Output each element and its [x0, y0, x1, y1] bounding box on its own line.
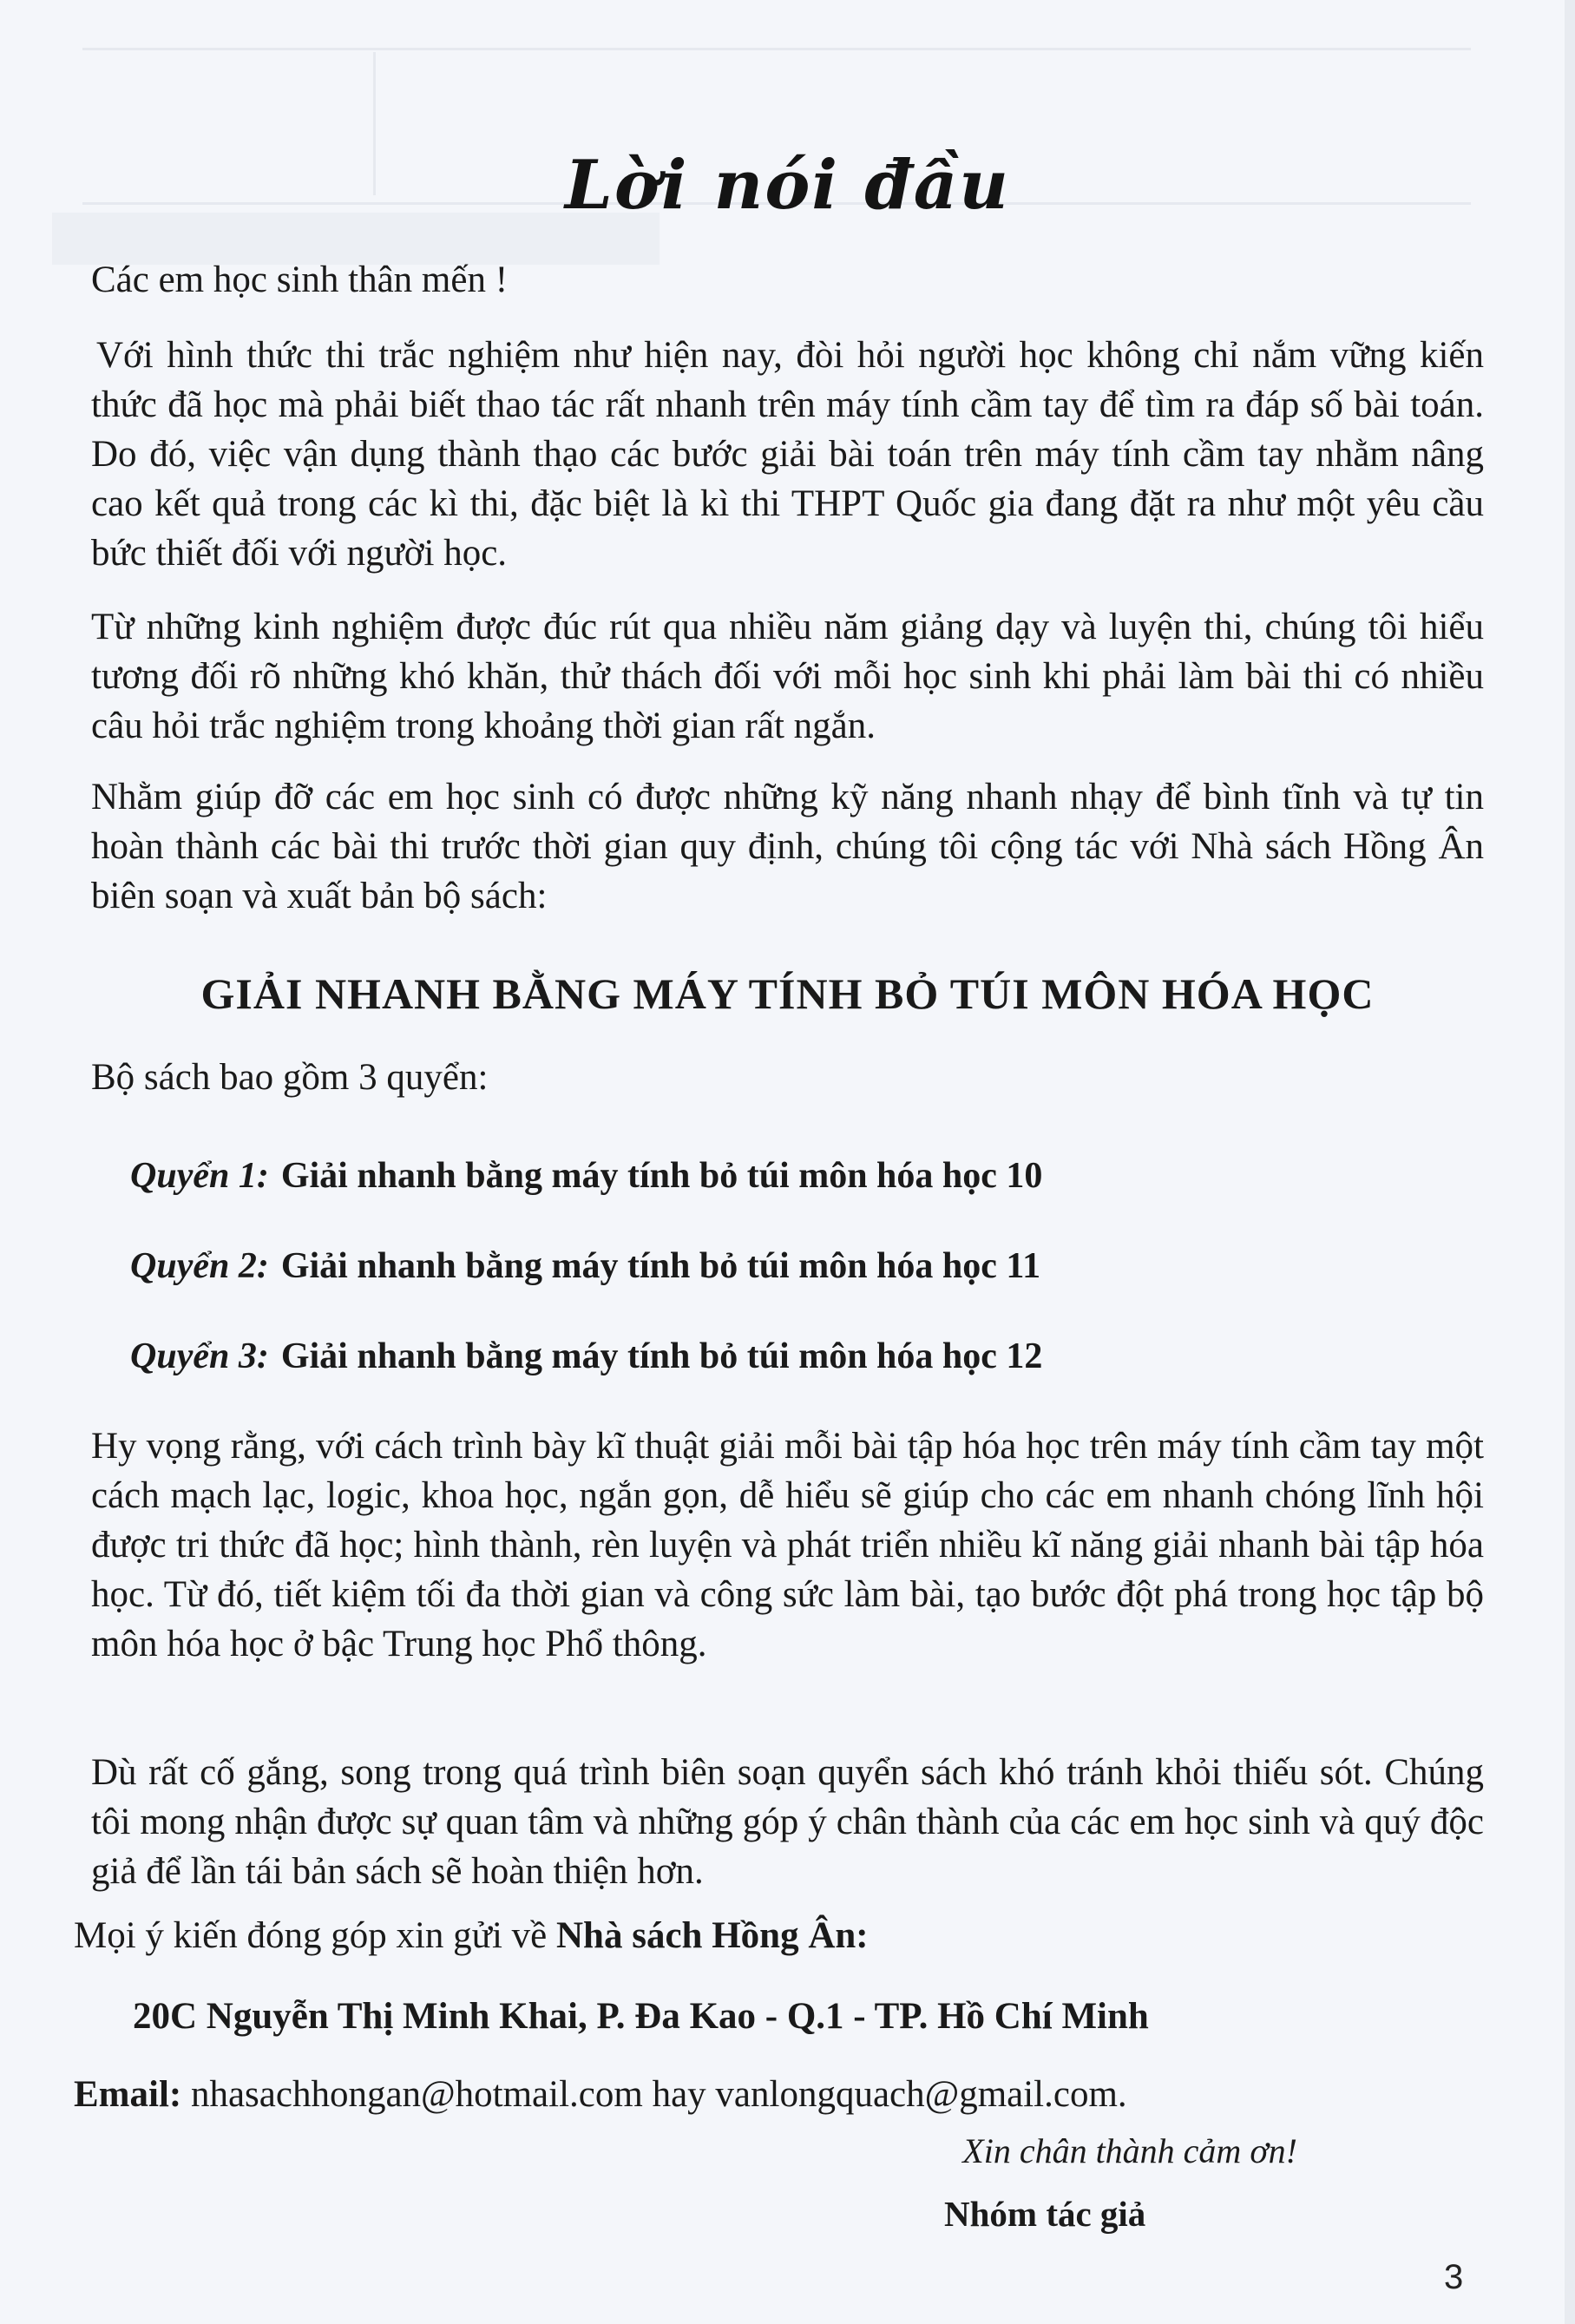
email-secondary: vanlongquach@gmail.com.: [715, 2074, 1127, 2115]
paragraph-exam-format: Với hình thức thi trắc nghiệm như hiện nay, đòi hỏi người học không chỉ nắm vững kiến thức đã học mà phải biết thao tác rất nhanh trên máy tính cầm tay để tìm ra đáp số bài toán. Do đó, việc vận dụng thành thạo các bước giải bài toán trên máy tính cầm tay nhằm nâng cao kết quả trong các kì thi, đặc biệt là kì thi THPT Quốc gia đang đặt ra như một yêu cầu bức thiết đối với người học.: [91, 335, 1484, 574]
publisher-address: 20C Nguyễn Thị Minh Khai, P. Đa Kao - Q.1 - TP. Hồ Chí Minh: [133, 1996, 1149, 2037]
volume-label: Quyển 3:: [130, 1336, 269, 1376]
volume-item: [130, 1336, 1042, 1377]
volume-item: [130, 1245, 1040, 1287]
series-intro: Bộ sách bao gồm 3 quyển:: [91, 1057, 489, 1098]
paragraph-experience: Từ những kinh nghiệm được đúc rút qua nhiều năm giảng dạy và luyện thi, chúng tôi hiểu tương đối rõ những khó khăn, thử thách đối với mỗi học sinh khi phải làm bài thi có nhiều câu hỏi trắc nghiệm trong khoảng thời gian rất ngắn.: [91, 607, 1484, 746]
publisher-name: Nhà sách Hồng Ân:: [556, 1915, 869, 1956]
email-or: hay: [652, 2074, 706, 2115]
contact-line: [74, 1914, 869, 1957]
signature: Nhóm tác giả: [944, 2194, 1146, 2234]
email-label: Email:: [74, 2074, 182, 2115]
volume-label: Quyển 2:: [130, 1246, 269, 1286]
volume-item: [130, 1155, 1042, 1197]
page-title: Lời nói đầu: [565, 146, 1010, 225]
series-title: GIẢI NHANH BẰNG MÁY TÍNH BỎ TÚI MÔN HÓA HỌC: [200, 969, 1375, 1018]
paragraph-hope: Hy vọng rằng, với cách trình bày kĩ thuật giải mỗi bài tập hóa học trên máy tính cầm tay một cách mạch lạc, logic, khoa học, ngắn gọn, dễ hiểu sẽ giúp cho các em nhanh chóng lĩnh hội được tri thức đã học; hình thành, rèn luyện và phát triển nhiều kĩ năng giải nhanh bài tập hóa học. Từ đó, tiết kiệm tối đa thời gian và công sức làm bài, tạo bước đột phá trong học tập bộ môn hóa học ở bậc Trung học Phổ thông.: [91, 1426, 1484, 1664]
page-number: 3: [1444, 2258, 1464, 2296]
volume-name: Giải nhanh bằng máy tính bỏ túi môn hóa học 12: [280, 1336, 1043, 1376]
paragraph-purpose: Nhằm giúp đỡ các em học sinh có được những kỹ năng nhanh nhạy để bình tĩnh và tự tin hoàn thành các bài thi trước thời gian quy định, chúng tôi cộng tác với Nhà sách Hồng Ân biên soạn và xuất bản bộ sách:: [91, 777, 1484, 916]
volume-name: Giải nhanh bằng máy tính bỏ túi môn hóa học 11: [280, 1246, 1041, 1286]
volume-name: Giải nhanh bằng máy tính bỏ túi môn hóa học 10: [280, 1156, 1043, 1196]
contact-lead: Mọi ý kiến đóng góp xin gửi về: [74, 1915, 548, 1956]
volume-label: Quyển 1:: [130, 1156, 269, 1196]
paragraph-feedback: Dù rất cố gắng, song trong quá trình biên soạn quyển sách khó tránh khỏi thiếu sót. Chúng tôi mong nhận được sự quan tâm và những góp ý chân thành của các em học sinh và quý độc giả để lần tái bản sách sẽ hoàn thiện hơn.: [91, 1752, 1484, 1892]
greeting: Các em học sinh thân mến !: [91, 259, 509, 300]
email-primary: nhasachhongan@hotmail.com: [190, 2074, 643, 2115]
email-line: [74, 2073, 1127, 2116]
closing-thanks: Xin chân thành cảm ơn!: [962, 2131, 1297, 2170]
